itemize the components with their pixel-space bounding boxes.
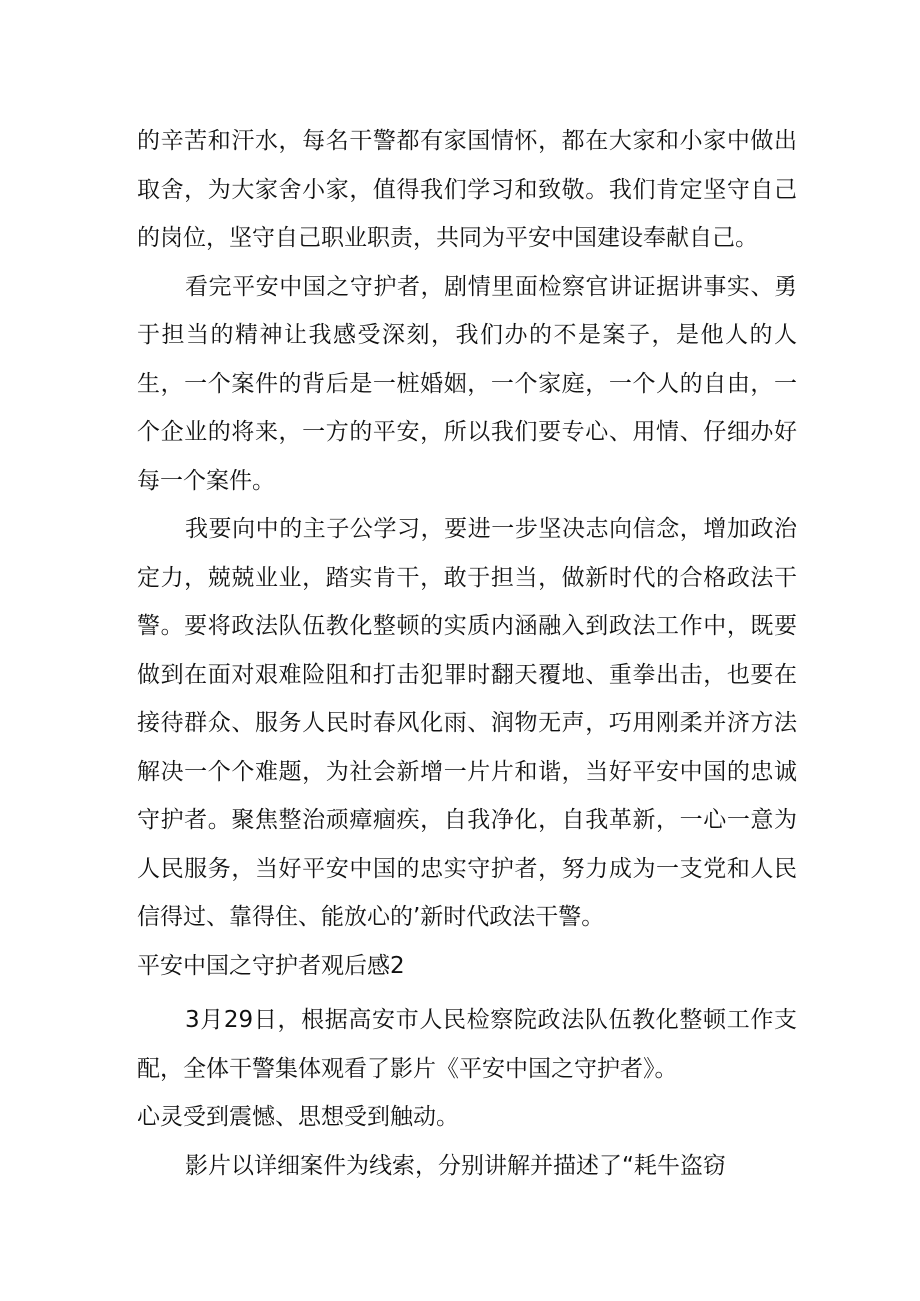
section-heading: 平安中国之守护者观后感2 <box>137 952 405 979</box>
document-body <box>137 117 797 1190</box>
paragraph-learning-resolve: 我要向中的主子公学习，要进一步坚决志向信念，增加政治定力，兢兢业业，踏实肯干，敢于担当，做新时代的合格政法干警。要将政法队伍教化整顿的实质内涵融入到政法工作中，既要做到在面对艰难险阻和打击犯罪时翻天覆地、重拳出击，也要在接待群众、服务人民时春风化雨、润物无声，巧用刚柔并济方法解决一个个难题，为社会新增一片片和谐，当好平安中国的忠诚守护者。聚焦整治顽瘴痼疾，自我净化，自我革新，一心一意为人民服务，当好平安中国的忠实守护者，努力成为一支党和人民信得过、靠得住、能放心的’新时代政法干警。 <box>137 516 797 930</box>
paragraph-viewing-reflection: 看完平安中国之守护者，剧情里面检察官讲证据讲事实、勇于担当的精神让我感受深刻，我们办的不是案子，是他人的人生，一个案件的背后是一桩婚姻，一个家庭，一个人的自由，一个企业的将来，一方的平安，所以我们要专心、用情、仔细办好每一个案件。 <box>137 273 797 494</box>
paragraph-impact: 心灵受到震憾、思想受到触动。 <box>137 1104 459 1130</box>
paragraph-screening-event: 3月29日，根据高安市人民检察院政法队伍教化整顿工作支配，全体干警集体观看了影片《平安中国之守护者》。 <box>137 1007 797 1082</box>
paragraph-continued: 的辛苦和汗水，每名干警都有家国情怀，都在大家和小家中做出取舍，为大家舍小家，值得我们学习和致敬。我们肯定坚守自己的岗位，坚守自己职业职责，共同为平安中国建设奉献自己。 <box>137 128 797 251</box>
paragraph-film-summary: 影片以详细案件为线索，分别讲解并描述了“耗牛盗窃 <box>185 1152 726 1179</box>
